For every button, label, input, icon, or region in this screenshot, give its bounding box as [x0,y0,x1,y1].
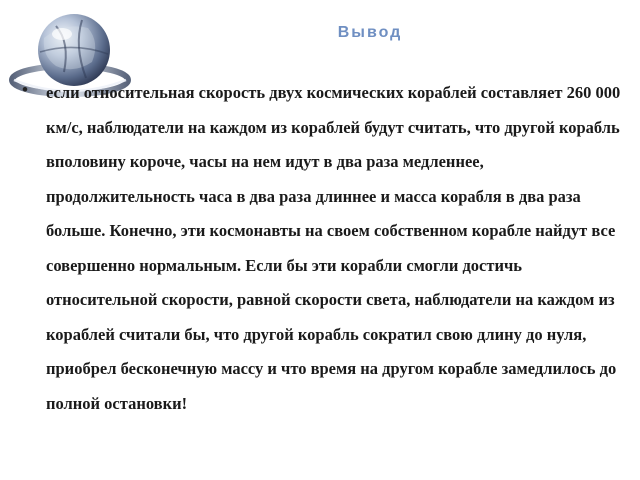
bullet-text: если относительная скорость двух космических кораблей составляет 260 000 км/с, наблюдатели на каждом из кораблей будут считать, что другой корабль вполовину короче, часы на нем идут в два раза медленнее, продолжительность часа в два раза длиннее и масса корабля в два раза больше. Конечно, эти космонавты на своем собственном корабле найдут все совершенно нормальным. Если бы эти корабли смогли достичь относительной скорости, равной скорости света, наблюдатели на каждом из кораблей считали бы, что другой корабль сократил свою длину до нуля, приобрел бесконечную массу и что время на другом корабле замедлилось до полной остановки! [46,83,621,413]
slide-title: Вывод [337,24,403,41]
slide-body [22,76,630,421]
bullet-item [22,76,630,421]
bullet-marker: • [22,80,28,99]
